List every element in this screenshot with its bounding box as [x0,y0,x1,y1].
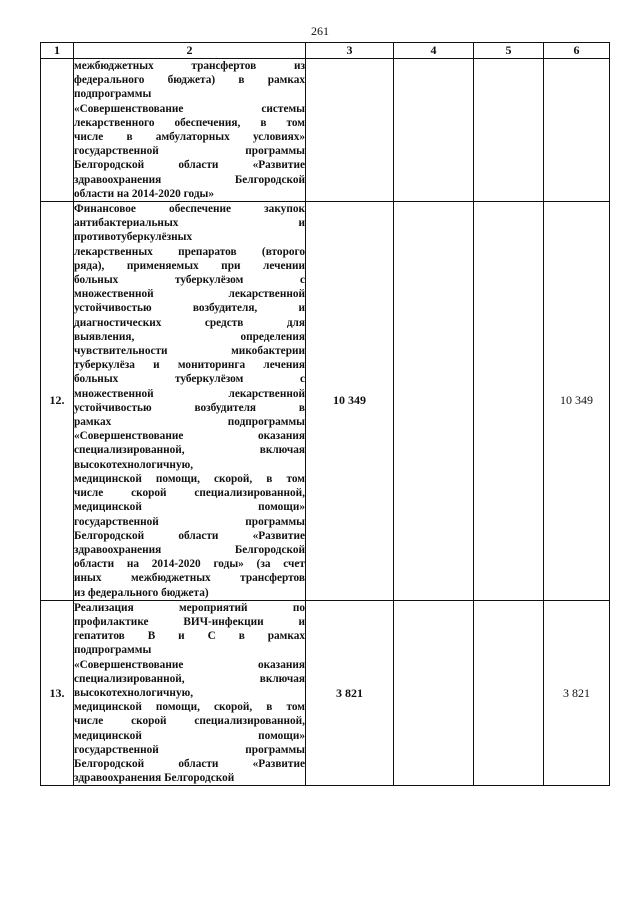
row-number [41,59,74,202]
row-description [74,600,306,786]
description-line: из федерального бюджета) [74,586,209,599]
description-line: иных межбюджетных трансфертов [74,572,305,585]
description-line: лекарственных препаратов (второго [74,245,305,258]
description-line: больных туберкулёзом с [74,373,305,386]
amount-col5 [474,600,544,786]
amount-col3: 3 821 [306,600,394,786]
description-line: области на 2014-2020 годы» (за счет [74,558,305,571]
description-line: больных туберкулёзом с [74,274,305,287]
description-line: множественной лекарственной [74,387,305,400]
description-line: ряда), применяемых при лечении [74,259,305,272]
row-number: 13. [41,600,74,786]
amount-col4 [394,59,474,202]
table-body [41,59,610,786]
amount-col6: 3 821 [544,600,610,786]
description-line: Белгородской области «Развитие [74,529,305,542]
page-number: 261 [311,24,329,38]
description-line: «Совершенствование системы [74,102,305,115]
description-line: «Совершенствование оказания [74,658,305,671]
header-col-3: 3 [306,43,394,59]
header-col-5: 5 [474,43,544,59]
description-line: федерального бюджета) в рамках [74,74,305,87]
description-line: медицинской помощи, скорой, в том [74,701,305,714]
description-line: межбюджетных трансфертов из [74,60,305,72]
description-line: медицинской помощи» [74,729,305,742]
table-row [41,202,610,601]
description-line: антибактериальных и [74,217,305,230]
description-line: здравоохранения Белгородской [74,543,305,556]
description-line: устойчивостью возбудителя в [74,401,305,414]
description-line: «Совершенствование оказания [74,430,305,443]
table-row [41,59,610,202]
description-line: государственной программы [74,145,305,158]
description-line: множественной лекарственной [74,288,305,301]
header-row [41,43,610,59]
description-line: числе скорой специализированной, [74,487,305,500]
description-line: устойчивостью возбудителя, и [74,302,305,315]
description-line: диагностических средств для [74,316,305,329]
description-line: Реализация мероприятий по [74,601,305,614]
description-line: числе скорой специализированной, [74,715,305,728]
description-line: выявления, определения [74,330,305,343]
description-line: подпрограммы [74,88,152,101]
description-line: лекарственного обеспечения, в том [74,116,305,129]
description-line: Финансовое обеспечение закупок [74,203,305,216]
description-line: медицинской помощи, скорой, в том [74,472,305,485]
amount-col6: 10 349 [544,202,610,601]
amount-col3: 10 349 [306,202,394,601]
description-line: чувствительности микобактерии [74,345,305,358]
row-description [74,59,306,202]
description-line: Белгородской области «Развитие [74,757,305,770]
amount-col6 [544,59,610,202]
description-line: Белгородской области «Развитие [74,159,305,172]
description-line: специализированной, включая [74,444,305,457]
description-line: государственной программы [74,515,305,528]
header-col-1: 1 [41,43,74,59]
description-line: высокотехнологичную, [74,458,194,471]
description-line: медицинской помощи» [74,501,305,514]
amount-col5 [474,202,544,601]
row-description [74,202,306,601]
description-line: высокотехнологичную, [74,686,194,699]
header-col-4: 4 [394,43,474,59]
budget-table [40,42,610,786]
description-line: противотуберкулёзных [74,231,193,244]
description-line: туберкулёза и мониторинга лечения [74,359,305,372]
description-line: числе в амбулаторных условиях» [74,131,305,144]
header-col-2: 2 [74,43,306,59]
description-line: подпрограммы [74,644,152,657]
table-row [41,600,610,786]
header-col-6: 6 [544,43,610,59]
amount-col5 [474,59,544,202]
description-line: области на 2014-2020 годы» [74,187,215,200]
description-line: профилактике ВИЧ-инфекции и [74,615,305,628]
description-line: специализированной, включая [74,672,305,685]
amount-col4 [394,202,474,601]
description-line: здравоохранения Белгородской [74,173,305,186]
description-line: гепатитов В и С в рамках [74,630,305,643]
description-line: рамках подпрограммы [74,416,305,429]
description-line: государственной программы [74,743,305,756]
amount-col3 [306,59,394,202]
description-line: здравоохранения Белгородской [74,772,235,785]
row-number: 12. [41,202,74,601]
amount-col4 [394,600,474,786]
